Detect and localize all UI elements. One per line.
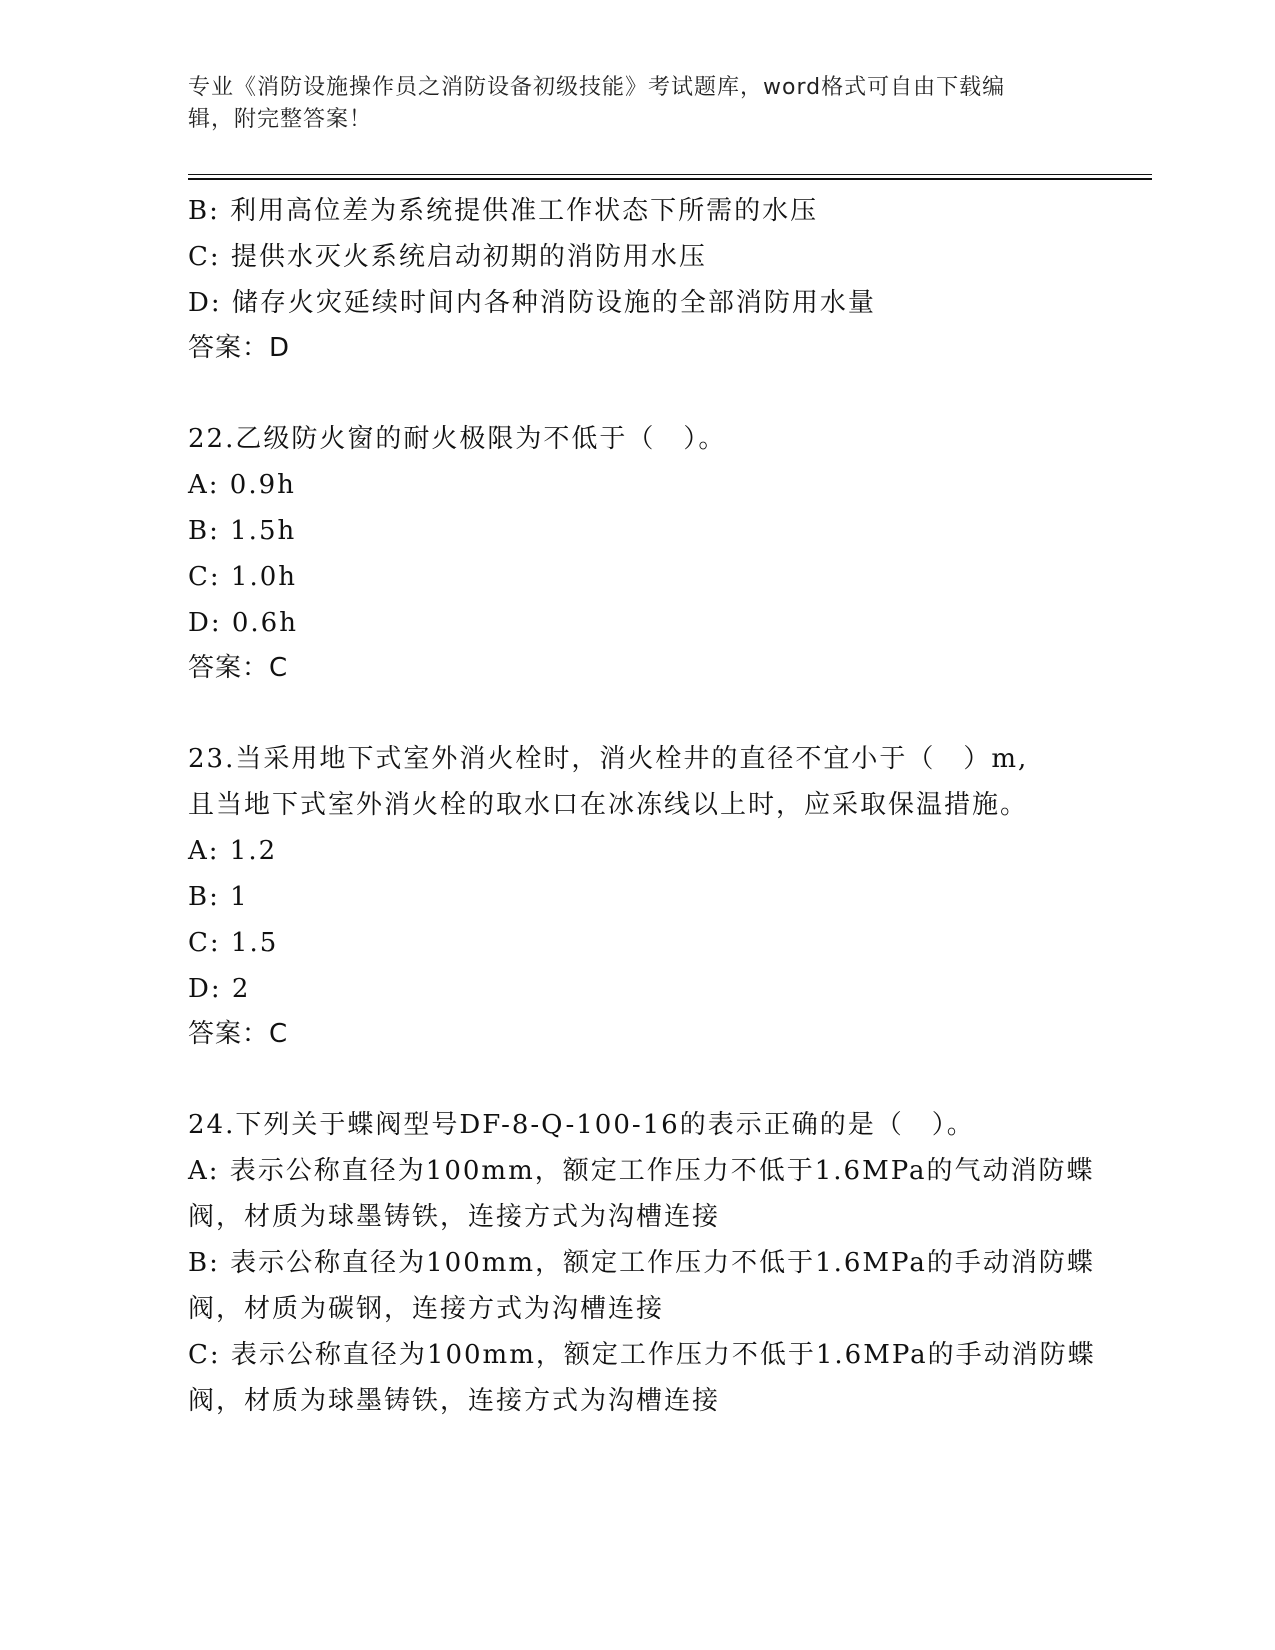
q23-stem-line-1: 23.当采用地下式室外消火栓时，消火栓井的直径不宜小于（ ）m, — [188, 744, 1029, 774]
q22-stem: 22.乙级防火窗的耐火极限为不低于（ ）。 — [188, 424, 727, 454]
q24-option-b-line-1: B: 表示公称直径为100mm，额定工作压力不低于1.6MPa的手动消防蝶 — [188, 1248, 1095, 1278]
question-21-tail — [188, 188, 1088, 370]
question-content — [188, 188, 1096, 1424]
q23-option-d: D: 2 — [188, 974, 251, 1004]
header-divider-thin — [188, 174, 1152, 175]
q23-option-b: B: 1 — [188, 882, 249, 912]
q24-option-b-line-2: 阀，材质为碳钢，连接方式为沟槽连接 — [188, 1294, 665, 1324]
q23-option-c: C: 1.5 — [188, 928, 279, 958]
spacer — [188, 1056, 1088, 1102]
question-22 — [188, 416, 1088, 690]
q23-stem-line-2: 且当地下式室外消火栓的取水口在冰冻线以上时，应采取保温措施。 — [188, 790, 1029, 820]
q22-answer: 答案：C — [188, 653, 289, 683]
q21-answer: 答案：D — [188, 333, 291, 363]
q21-option-b: B: 利用高位差为系统提供准工作状态下所需的水压 — [188, 196, 819, 226]
spacer — [188, 370, 1088, 416]
q24-stem: 24.下列关于蝶阀型号DF-8-Q-100-16的表示正确的是（ ）。 — [188, 1110, 975, 1140]
q22-option-b: B: 1.5h — [188, 516, 297, 546]
spacer — [188, 690, 1088, 736]
q24-option-c-line-1: C: 表示公称直径为100mm，额定工作压力不低于1.6MPa的手动消防蝶 — [188, 1340, 1096, 1370]
question-23 — [188, 736, 1088, 1056]
q21-option-c: C: 提供水灭火系统启动初期的消防用水压 — [188, 242, 707, 272]
q24-option-a-line-2: 阀，材质为球墨铸铁，连接方式为沟槽连接 — [188, 1202, 721, 1232]
header-line-1: 专业《消防设施操作员之消防设备初级技能》考试题库，word格式可自由下载编 — [188, 75, 1006, 100]
q22-option-a: A: 0.9h — [188, 470, 296, 500]
q22-option-d: D: 0.6h — [188, 608, 298, 638]
q24-option-a-line-1: A: 表示公称直径为100mm，额定工作压力不低于1.6MPa的气动消防蝶 — [188, 1156, 1095, 1186]
q21-option-d: D: 储存火灾延续时间内各种消防设施的全部消防用水量 — [188, 288, 876, 318]
header-line-2: 辑，附完整答案！ — [188, 107, 373, 132]
q23-answer: 答案：C — [188, 1019, 289, 1049]
header-divider-thick — [188, 178, 1152, 180]
question-24 — [188, 1102, 1096, 1424]
q23-option-a: A: 1.2 — [188, 836, 278, 866]
q22-option-c: C: 1.0h — [188, 562, 298, 592]
document-header — [188, 72, 1068, 136]
q24-option-c-line-2: 阀，材质为球墨铸铁，连接方式为沟槽连接 — [188, 1386, 721, 1416]
